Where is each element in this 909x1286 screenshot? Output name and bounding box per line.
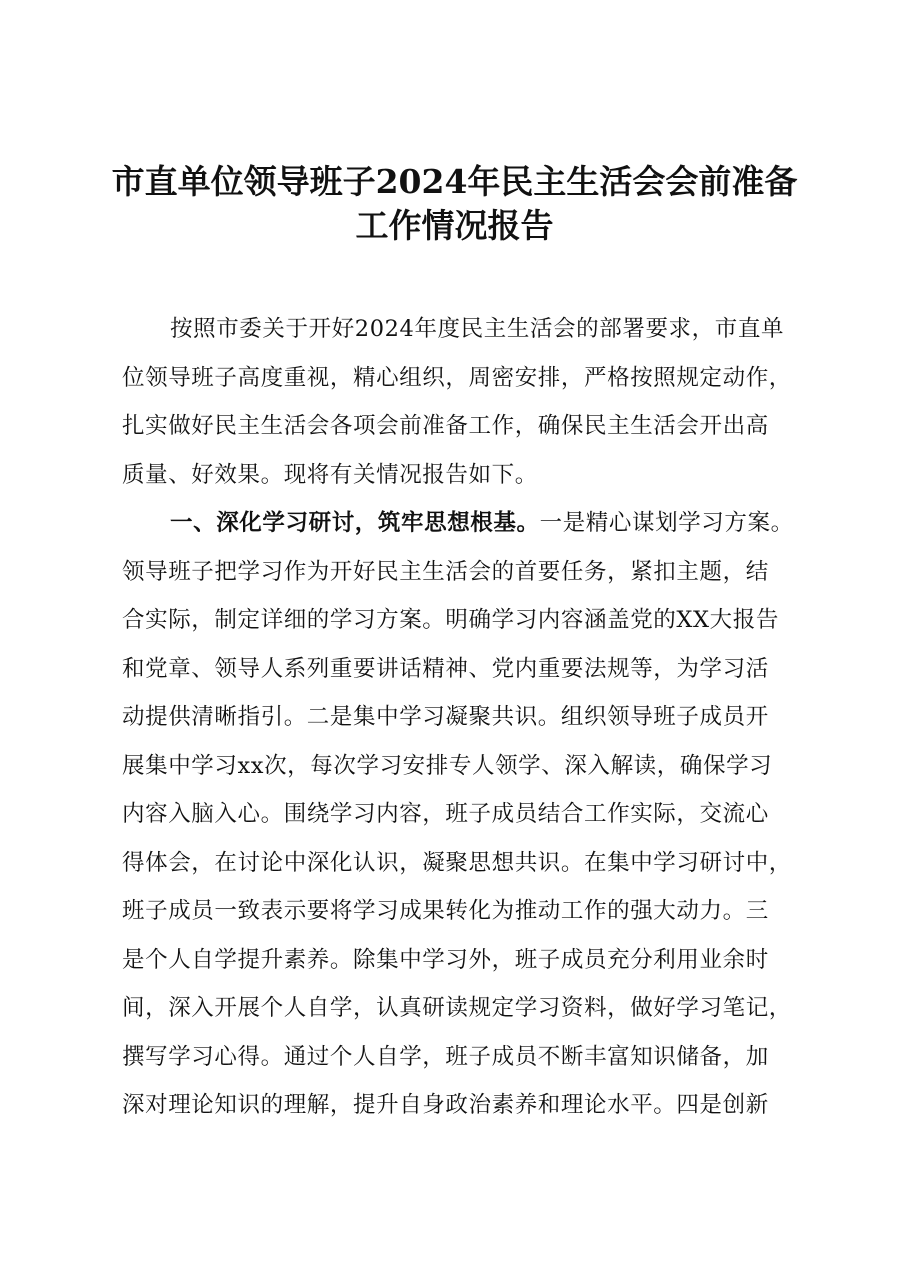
paragraph-1-line: 质量、好效果。现将有关情况报告如下。 <box>122 461 538 488</box>
paragraph-2-line: 撰写学习心得。通过个人自学，班子成员不断丰富知识储备，加 <box>122 1043 769 1070</box>
document-title-line-2: 工作情况报告 <box>355 206 554 245</box>
paragraph-1-line: 按照市委关于开好2024年度民主生活会的部署要求，市直单 <box>170 316 785 342</box>
paragraph-2-line: 合实际，制定详细的学习方案。明确学习内容涵盖党的XX大报告 <box>122 607 779 633</box>
paragraph-2-line: 展集中学习xx次，每次学习安排专人领学、深入解读，确保学习 <box>122 752 773 779</box>
paragraph-2-line: 间，深入开展个人自学，认真研读规定学习资料，做好学习笔记， <box>122 995 792 1021</box>
paragraph-2-line: 得体会，在讨论中深化认识，凝聚思想共识。在集中学习研讨中， <box>122 849 792 876</box>
paragraph-1-line: 位领导班子高度重视，精心组织，周密安排，严格按照规定动作， <box>122 364 792 391</box>
paragraph-2-line: 是个人自学提升素养。除集中学习外，班子成员充分利用业余时 <box>122 946 769 973</box>
paragraph-2-line: 动提供清晰指引。二是集中学习凝聚共识。组织领导班子成员开 <box>122 704 769 730</box>
document-title-line-1: 市直单位领导班子2024年民主生活会会前准备 <box>111 162 798 201</box>
paragraph-2-line: 深对理论知识的理解，提升自身政治素养和理论水平。四是创新 <box>122 1092 769 1118</box>
document-body <box>122 305 802 1130</box>
section-heading: 一、深化学习研讨，筑牢思想根基。 <box>170 510 540 536</box>
paragraph-2-line: 和党章、领导人系列重要讲话精神、党内重要法规等，为学习活 <box>122 655 769 682</box>
paragraph-2-first-line <box>122 499 802 548</box>
paragraph-2-line: 领导班子把学习作为开好民主生活会的首要任务，紧扣主题，结 <box>122 558 769 585</box>
paragraph-2-line: 内容入脑入心。围绕学习内容，班子成员结合工作实际，交流心 <box>122 801 769 827</box>
paragraph-2-first-line-text: 一是精心谋划学习方案。 <box>539 510 794 536</box>
paragraph-1-line: 扎实做好民主生活会各项会前准备工作，确保民主生活会开出高 <box>122 413 769 439</box>
paragraph-2-line: 班子成员一致表示要将学习成果转化为推动工作的强大动力。三 <box>122 898 769 924</box>
